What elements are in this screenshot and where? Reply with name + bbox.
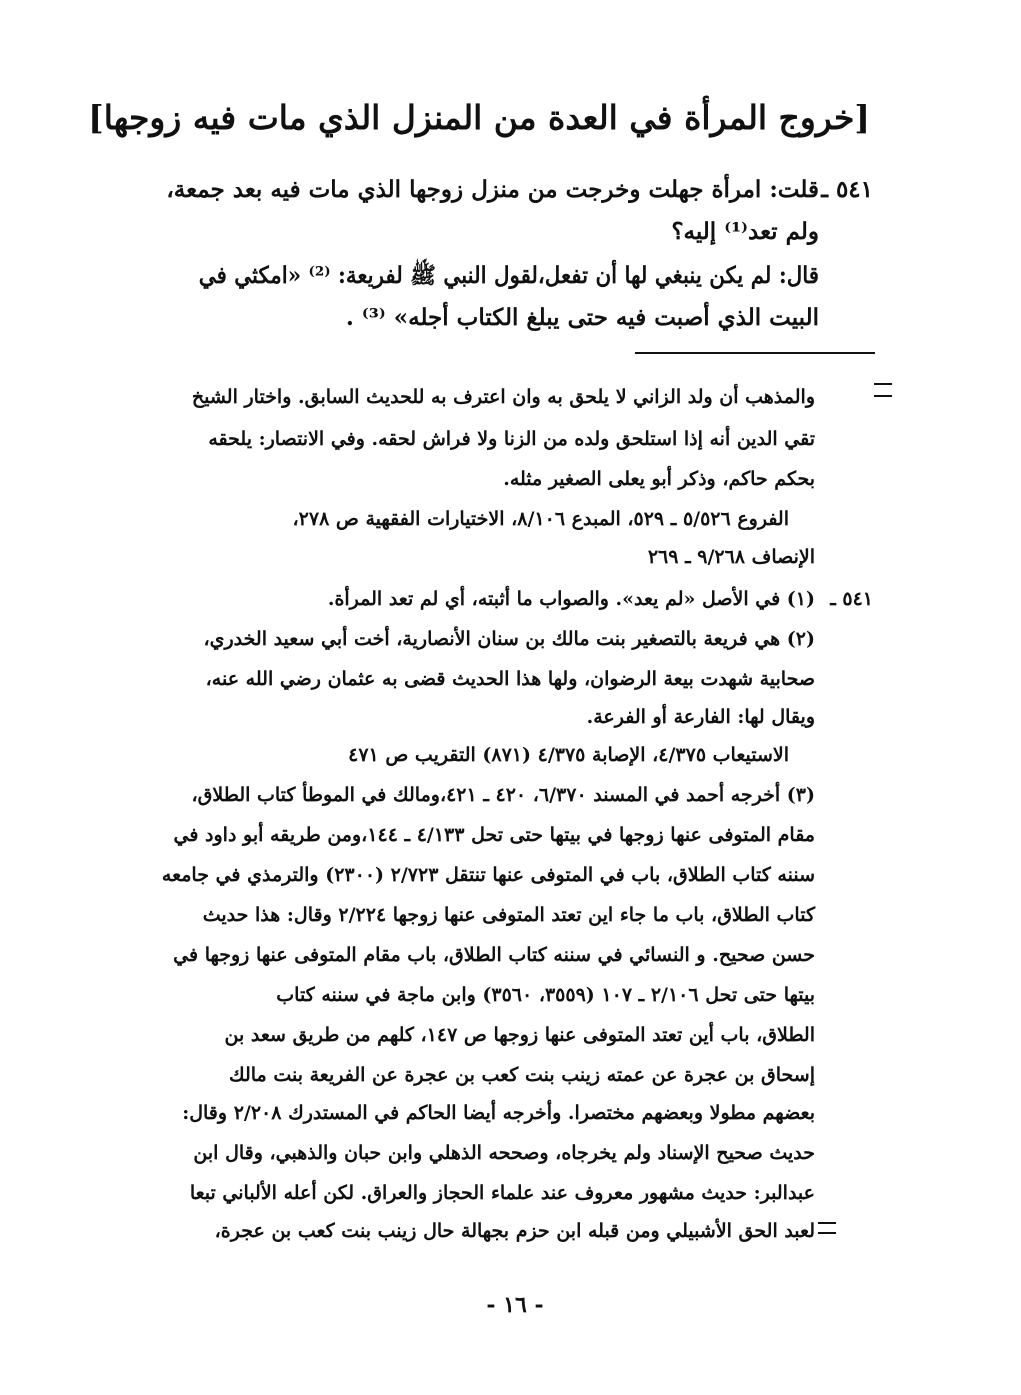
footnote-separator bbox=[635, 352, 875, 354]
footnote-line: بيتها حتى تحل ٢/١٠٦ ـ ١٠٧ (٣٥٥٩، ٣٥٦٠) وابن ماجة في سننه كتاب bbox=[276, 984, 815, 1006]
chapter-title: [خروج المرأة في العدة من المنزل الذي مات فيه زوجها] bbox=[88, 98, 870, 137]
footnote-line: حسن صحيح. و النسائي في سننه كتاب الطلاق، باب مقام المتوفى عنها زوجها في bbox=[173, 944, 815, 966]
issue-number: ٥٤١ ـ bbox=[821, 176, 873, 203]
main-text-line: قلت: امرأة جهلت وخرجت من منزل زوجها الذي مات فيه بعد جمعة، bbox=[166, 176, 819, 203]
footnote-line: بحكم حاكم، وذكر أبو يعلى الصغير مثله. bbox=[503, 468, 815, 490]
footnote-line: الإنصاف ٩/٢٦٨ ـ ٢٦٩ bbox=[647, 546, 815, 568]
footnote-line: الاستيعاب ٤/٣٧٥، الإصابة ٤/٣٧٥ (٨٧١) التقريب ص ٤٧١ bbox=[348, 744, 789, 766]
footnote-line: والمذهب أن ولد الزاني لا يلحق به وان اعترف به للحديث السابق. واختار الشيخ bbox=[191, 386, 815, 408]
main-text-line: قال: لم يكن ينبغي لها أن تفعل،لقول النبي ﷺ لفريعة: ⁽²⁾ «امكثي في bbox=[198, 262, 819, 289]
continuation-mark bbox=[874, 383, 892, 397]
footnote-line: (٣) أخرجه أحمد في المسند ٦/٣٧٠، ٤٢٠ ـ ٤٢١،ومالك في الموطأ كتاب الطلاق، bbox=[191, 784, 815, 806]
footnote-line: بعضهم مطولا وبعضهم مختصرا. وأخرجه أيضا الحاكم في المستدرك ٢/٢٠٨ وقال: bbox=[182, 1102, 815, 1124]
footnote-line: عبدالبر: حديث مشهور معروف عند علماء الحجاز والعراق. لكن أعله الألباني تبعا bbox=[189, 1182, 815, 1204]
footnote-line: صحابية شهدت بيعة الرضوان، ولها هذا الحديث قضى به عثمان رضي الله عنه، bbox=[205, 668, 815, 690]
continuation-mark bbox=[818, 1222, 836, 1234]
footnote-line: الفروع ٥/٥٢٦ ـ ٥٢٩، المبدع ٨/١٠٦، الاختيارات الفقهية ص ٢٧٨، bbox=[292, 508, 789, 530]
footnote-line: مقام المتوفى عنها زوجها في بيتها حتى تحل ٤/١٣٣ ـ ١٤٤،ومن طريقه أبو داود في bbox=[173, 824, 815, 846]
main-text-line: البيت الذي أصبت فيه حتى يبلغ الكتاب أجله» ⁽³⁾ . bbox=[345, 304, 819, 331]
footnote-ref-number: ٥٤١ ـ bbox=[830, 588, 873, 610]
footnote-line: ويقال لها: الفارعة أو الفرعة. bbox=[586, 706, 815, 728]
footnote-line: (١) في الأصل «لم يعد». والصواب ما أثبته، أي لم تعد المرأة. bbox=[327, 588, 815, 610]
main-text-line: ولم تعد⁽¹⁾ إليه؟ bbox=[671, 218, 819, 245]
footnote-line: (٢) هي فريعة بالتصغير بنت مالك بن سنان الأنصارية، أخت أبي سعيد الخدري، bbox=[203, 628, 815, 650]
footnote-line: تقي الدين أنه إذا استلحق ولده من الزنا ولا فراش لحقه. وفي الانتصار: يلحقه bbox=[208, 428, 815, 450]
footnote-line: كتاب الطلاق، باب ما جاء اين تعتد المتوفى عنها زوجها ٢/٢٢٤ وقال: هذا حديث bbox=[202, 904, 815, 926]
page-number: - ١٦ - bbox=[486, 1292, 544, 1318]
footnote-line: إسحاق بن عجرة عن عمته زينب بنت كعب بن عجرة عن الفريعة بنت مالك bbox=[228, 1064, 815, 1086]
footnote-line: لعبد الحق الأشبيلي ومن قبله ابن حزم بجهالة حال زينب بنت كعب بن عجرة، bbox=[214, 1220, 815, 1242]
footnote-line: الطلاق، باب أين تعتد المتوفى عنها زوجها ص ١٤٧، كلهم من طريق سعد بن bbox=[224, 1024, 815, 1046]
footnote-line: سننه كتاب الطلاق، باب في المتوفى عنها تنتقل ٢/٧٢٣ (٢٣٠٠) والترمذي في جامعه bbox=[161, 864, 815, 886]
footnote-line: حديث صحيح الإسناد ولم يخرجاه، وصححه الذهلي وابن حبان والذهبي، وقال ابن bbox=[193, 1142, 815, 1164]
